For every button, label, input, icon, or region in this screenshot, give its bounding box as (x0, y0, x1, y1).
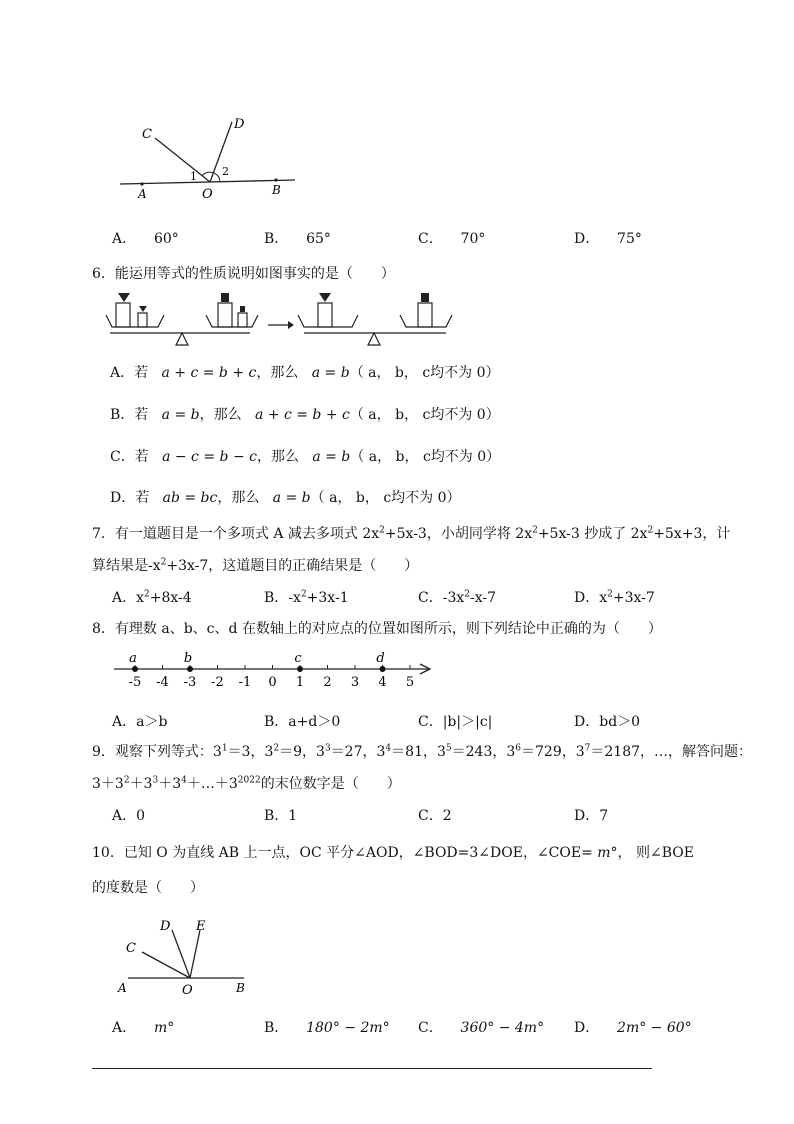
number-line-q8 (110, 645, 440, 695)
number-line-tick-label: 2 (323, 675, 332, 690)
number-line-point-label: c (294, 651, 302, 666)
number-line-point-c (297, 666, 303, 672)
q5-option-a[interactable]: A． 60° (112, 231, 179, 247)
q6-stem: 6．能运用等式的性质说明如图事实的是（ ） (92, 266, 395, 282)
q10-label-a: A (118, 981, 127, 995)
label-o: O (202, 187, 213, 200)
number-line-point-label: a (129, 651, 137, 666)
q10-option-a[interactable]: A． m° (112, 1020, 175, 1036)
q10-stem-line1: 10．已知 O 为直线 AB 上一点，OC 平分∠AOD，∠BOD=3∠DOE，∠COE= m°， 则∠BOE (92, 845, 694, 861)
footer-divider (92, 1068, 652, 1069)
q7-option-c[interactable]: C．$-3x^2-x-7$ (418, 589, 497, 606)
q10-stem-line2: 的度数是（ ） (92, 880, 204, 896)
number-line-tick-label: -4 (156, 675, 169, 690)
q5-option-c[interactable]: C． 70° (418, 231, 486, 247)
number-line-point-b (187, 666, 193, 672)
q5-option-b[interactable]: B． 65° (264, 231, 331, 247)
q8-option-d[interactable]: D．bd＞0 (574, 714, 641, 730)
q10-label-c: C (126, 941, 136, 956)
q8-option-a[interactable]: A．a＞b (112, 714, 168, 730)
q9-option-a[interactable]: A．0 (112, 808, 146, 824)
q9-option-d[interactable]: D．7 (574, 808, 609, 824)
number-line-tick-label: -3 (183, 675, 197, 690)
number-line-tick-label: 5 (405, 675, 415, 690)
q9-stem-line2: $3+3^2+3^3+3^4+\dots+3^{2022}$的末位数字是（ ） (92, 775, 401, 792)
number-line-point-a (132, 666, 138, 672)
q7-option-d[interactable]: D．$x^2+3x-7$ (574, 589, 655, 606)
q7-stem-line2: 算结果是$-x^2+3x-7$，这道题目的正确结果是（ ） (92, 557, 419, 574)
angle-figure-q5 (110, 110, 310, 200)
q8-option-b[interactable]: B．a+d＞0 (264, 714, 341, 730)
q9-stem-line1: 9．观察下列等式：$3^1=3$，$3^2=9$，$3^3=27$，$3^4=81$，$3^5=243$，$3^6=729$，$3^7=2187$，…，解答问题： (92, 743, 753, 760)
label-d: D (234, 117, 245, 132)
label-c: C (142, 127, 152, 142)
label-a: A (138, 187, 147, 200)
q10-label-o: O (182, 983, 193, 997)
number-line-tick-label: -1 (238, 675, 252, 690)
q10-option-d[interactable]: D． 2m° − 60° (574, 1020, 692, 1036)
label-2: 2 (222, 165, 229, 178)
number-line-point-label: b (183, 651, 193, 666)
q8-option-c[interactable]: C．|b|＞|c| (418, 714, 493, 730)
q6-option-a[interactable]: A．若 a + c = b + c，那么 a = b（ a， b， c均不为 0） (110, 365, 500, 381)
q6-option-d[interactable]: D．若 ab = bc，那么 a = b（ a， b， c均不为 0） (110, 490, 461, 506)
q7-option-a[interactable]: A．$x^2+8x-4$ (112, 589, 192, 606)
number-line-tick-label: 1 (295, 675, 305, 690)
q10-option-c[interactable]: C． 360° − 4m° (418, 1020, 545, 1036)
number-line-tick-label: -5 (128, 675, 142, 690)
q6-option-b[interactable]: B．若 a = b，那么 a + c = b + c（ a， b， c均不为 0） (110, 407, 500, 423)
q10-label-d: D (160, 919, 171, 934)
q6-option-c[interactable]: C．若 a − c = b − c，那么 a = b（ a， b， c均不为 0） (110, 449, 501, 465)
q7-stem-line1: 7．有一道题目是一个多项式 A 减去多项式 $2x^2+5x-3$，小胡同学将 $2x^2+5x-3$ 抄成了 $2x^2+5x+3$，计 (92, 525, 731, 542)
q5-option-d[interactable]: D． 75° (574, 231, 642, 247)
q10-label-b: B (236, 981, 245, 995)
q9-option-b[interactable]: B．1 (264, 808, 298, 824)
number-line-point-label: d (376, 651, 385, 666)
number-line-tick-label: -2 (211, 675, 224, 690)
q10-label-e: E (196, 919, 206, 934)
number-line-tick-label: 4 (378, 675, 387, 690)
q10-option-b[interactable]: B． 180° − 2m° (264, 1020, 390, 1036)
label-b: B (272, 183, 281, 197)
label-1: 1 (190, 170, 197, 183)
number-line-point-d (380, 666, 386, 672)
q8-stem: 8．有理数 a、b、c、d 在数轴上的对应点的位置如图所示，则下列结论中正确的为（ ） (92, 621, 662, 637)
q9-option-c[interactable]: C．2 (418, 808, 452, 824)
angle-figure-q10 (112, 912, 252, 997)
number-line-tick-label: 3 (350, 675, 360, 690)
q7-option-b[interactable]: B．$-x^2+3x-1$ (264, 589, 349, 606)
balance-figure-q6 (100, 285, 460, 355)
number-line-tick-label: 0 (268, 675, 277, 690)
